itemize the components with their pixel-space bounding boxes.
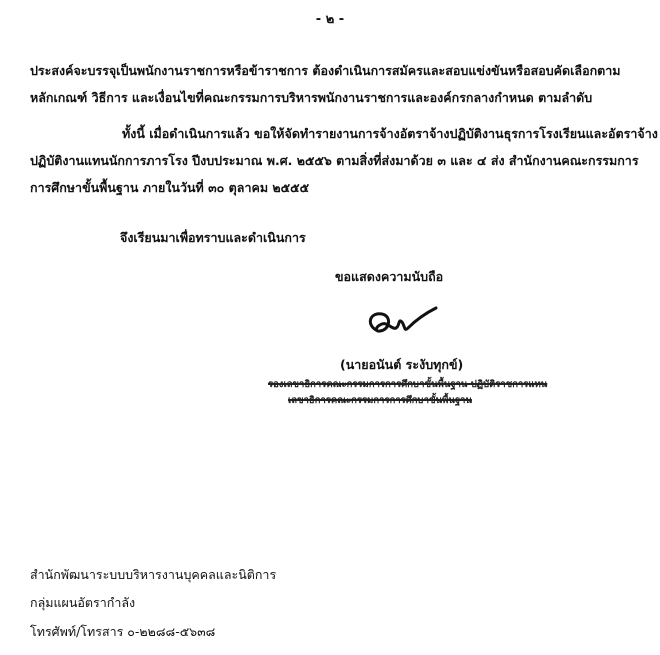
salutation: ขอแสดงความนับถือ [335, 269, 444, 284]
body-paragraph-2-line-2: ปฏิบัติงานแทนนักการภารโรง ปีงบประมาณ พ.ศ. ๒๕๕๖ ตามสิ่งที่ส่งมาด้วย ๓ และ ๔ ส่ง สำนักงานคณะกรรมการ [30, 153, 639, 168]
body-paragraph-2-line-3: การศึกษาขั้นพื้นฐาน ภายในวันที่ ๓๐ ตุลาคม ๒๕๕๕ [30, 180, 310, 195]
signatory-title-line-2: เลขาธิการคณะกรรมการการศึกษาขั้นพื้นฐาน [288, 395, 472, 406]
body-paragraph-2-line-1: ทั้งนี้ เมื่อดำเนินการแล้ว ขอให้จัดทำรายงานการจ้างอัตราจ้างปฏิบัติงานธุรการโรงเรียนและอัตราจ้าง [122, 126, 658, 141]
handwritten-signature [362, 300, 442, 350]
signatory-name: (นายอนันต์ ระงับทุกข์) [340, 357, 464, 372]
body-paragraph-1-line-2: หลักเกณฑ์ วิธีการ และเงื่อนไขที่คณะกรรมการบริหารพนักงานราชการและองค์กรกลางกำหนด ตามลำดับ [30, 90, 593, 105]
footer-office: สำนักพัฒนาระบบบริหารงานบุคคลและนิติการ [30, 567, 277, 582]
closing-request: จึงเรียนมาเพื่อทราบและดำเนินการ [120, 230, 306, 245]
footer-phone: โทรศัพท์/โทรสาร ๐-๒๒๘๘-๕๖๓๘ [30, 624, 216, 639]
body-paragraph-1-line-1: ประสงค์จะบรรจุเป็นพนักงานราชการหรือข้าราชการ ต้องดำเนินการสมัครและสอบแข่งขันหรือสอบคัดเลือกตาม [30, 63, 621, 78]
page-number: - ๒ - [315, 12, 345, 27]
footer-group: กลุ่มแผนอัตรากำลัง [30, 595, 136, 610]
signatory-title-line-1: รองเลขาธิการคณะกรรมการการศึกษาขั้นพื้นฐาน ปฏิบัติราชการแทน [268, 379, 548, 390]
